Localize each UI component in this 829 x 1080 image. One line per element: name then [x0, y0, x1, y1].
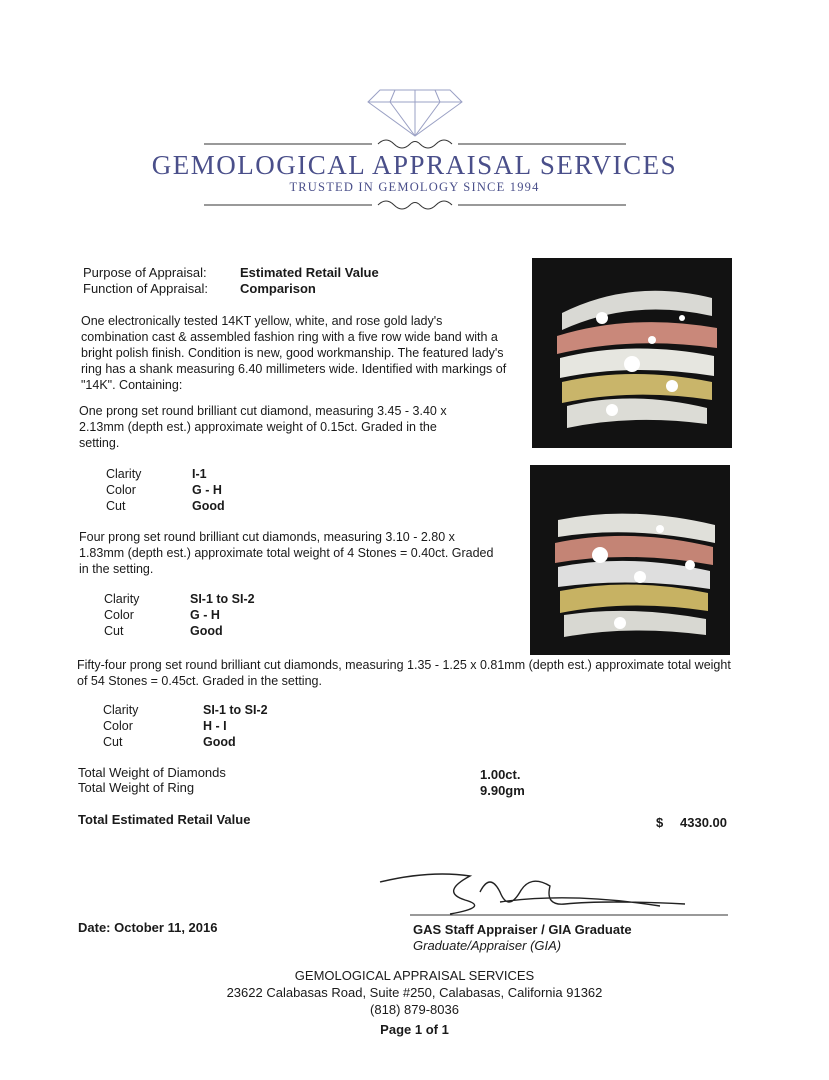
ring-illustration-top [532, 258, 732, 448]
ring-illustration-bottom [530, 465, 730, 655]
page-number: Page 1 of 1 [380, 1022, 449, 1037]
footer-address: 23622 Calabasas Road, Suite #250, Calabasas, California 91362 [226, 985, 603, 1000]
stone-3-color: H - I [203, 719, 227, 733]
stone-3-clarity-label: Clarity [103, 703, 139, 717]
appraiser-subtitle: Graduate/Appraiser (GIA) [413, 938, 562, 953]
stone-2-color: G - H [190, 608, 220, 622]
appraiser-signature [370, 862, 740, 922]
appraiser-title: GAS Staff Appraiser / GIA Graduate [413, 922, 632, 937]
divider-ornament-bottom [200, 195, 630, 215]
purpose-value: Estimated Retail Value [240, 265, 379, 280]
stone-2-clarity: SI-1 to SI-2 [190, 592, 255, 606]
stone-1-cut: Good [192, 499, 225, 513]
stone-1-color: G - H [192, 483, 222, 497]
total-diamonds-value: 1.00ct. [480, 767, 521, 782]
stone-2-cut-label: Cut [104, 624, 124, 638]
logo-graphic [200, 78, 630, 150]
stone-1-cut-label: Cut [106, 499, 126, 513]
total-retail-value: 4330.00 [680, 815, 727, 830]
appraisal-date: Date: October 11, 2016 [78, 920, 218, 935]
company-tagline: TRUSTED IN GEMOLOGY SINCE 1994 [289, 180, 540, 194]
stone-2-description: Four prong set round brilliant cut diamonds, measuring 3.10 - 2.80 x 1.83mm (depth est.) approximate total weight of 4 Stones = 0.40ct. Graded in the setting. [79, 530, 494, 576]
function-value: Comparison [240, 281, 316, 296]
diamond-icon [368, 90, 462, 136]
total-diamonds-label: Total Weight of Diamonds [78, 765, 226, 780]
stone-1-clarity: I-1 [192, 467, 207, 481]
stone-3-description: Fifty-four prong set round brilliant cut diamonds, measuring 1.35 - 1.25 x 0.81mm (depth est.) approximate total weight of 54 Stones = 0.45ct. Graded in the setting. [77, 658, 731, 688]
stone-3-clarity: SI-1 to SI-2 [203, 703, 268, 717]
stone-1-description: One prong set round brilliant cut diamond, measuring 3.45 - 3.40 x 2.13mm (depth est.) approximate weight of 0.15ct. Graded in the setting. [79, 404, 447, 450]
company-name: GEMOLOGICAL APPRAISAL SERVICES [151, 150, 678, 180]
ring-photo-top [532, 258, 732, 448]
ring-description: One electronically tested 14KT yellow, white, and rose gold lady's combination cast & assembled fashion ring with a five row wide band with a bright polish finish. Condition is new, good workmanship. The featured lady's ring has a shank measuring 6.40 millimeters wide. Identified with markings of "14K". Containing: [81, 314, 507, 392]
stone-2-color-label: Color [104, 608, 134, 622]
divider-ornament-top [204, 140, 626, 148]
total-ring-label: Total Weight of Ring [78, 780, 195, 795]
stone-3-cut: Good [203, 735, 236, 749]
total-ring-value: 9.90gm [480, 783, 525, 798]
currency-symbol: $ [656, 815, 664, 830]
purpose-label: Purpose of Appraisal: [83, 265, 207, 280]
stone-2-clarity-label: Clarity [104, 592, 140, 606]
stone-3-color-label: Color [103, 719, 133, 733]
footer-company: GEMOLOGICAL APPRAISAL SERVICES [294, 968, 535, 983]
stone-3-cut-label: Cut [103, 735, 123, 749]
function-label: Function of Appraisal: [83, 281, 209, 296]
stone-1-color-label: Color [106, 483, 136, 497]
footer-phone: (818) 879-8036 [370, 1002, 459, 1017]
ring-photo-bottom [530, 465, 730, 655]
total-retail-label: Total Estimated Retail Value [78, 812, 251, 827]
stone-2-cut: Good [190, 624, 223, 638]
stone-1-clarity-label: Clarity [106, 467, 142, 481]
